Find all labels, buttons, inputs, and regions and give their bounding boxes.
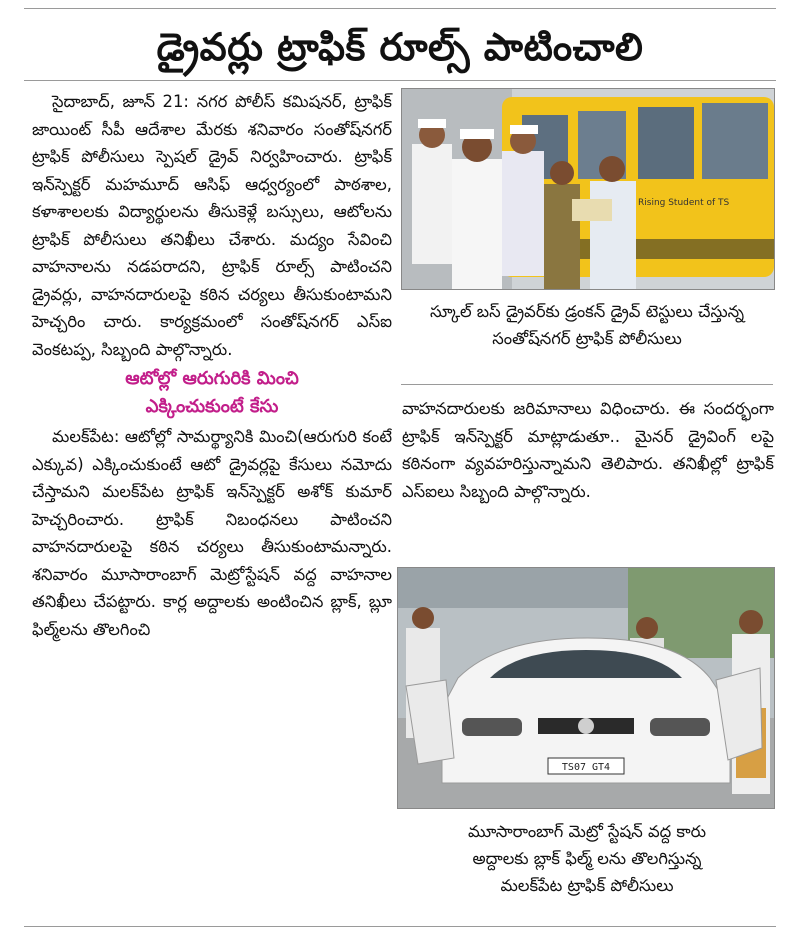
car-inspection-caption-line3: మలక్‌పేట ట్రాఫిక్ పోలీసులు: [500, 876, 674, 895]
story1-dateline: సైదాబాద్, జూన్ 21:: [52, 92, 189, 111]
headline-rule: [24, 80, 776, 81]
car-inspection-caption: [401, 818, 773, 899]
story2-body: ఆటోల్లో సామర్థ్యానికి మించి(ఆరుగురి కంటే ఎక్కువ) ఎక్కించుకుంటే ఆటో డ్రైవర్లపై కేసులు నమోదు చేస్తామని మలక్‌పేట ట్రాఫిక్ ఇన్‌స్పెక్టర్ అశోక్ కుమార్ హెచ్చరించారు. ట్రాఫిక్ నిబంధనలు పాటించని వాహనదారులపై కఠిన చర్యలు తీసుకుంటామన్నారు. శనివారం మూసారాంబాగ్ మెట్రోస్టేషన్ వద్ద వాహనాల తనిఖీలు చేపట్టారు. కార్ల అద్దాలకు అంటించిన బ్లాక్, బ్లూ ఫిల్మ్‌లను తొలగించి: [32, 427, 392, 639]
school-bus-photo: [401, 88, 775, 290]
school-bus-caption-line2: సంతోష్‌నగర్ ట్రాఫిక్ పోలీసులు: [492, 329, 682, 348]
story1-continued: [402, 395, 774, 505]
story2-paragraph: [32, 423, 392, 643]
story1-paragraph: [32, 88, 392, 363]
page-title: డ్రైవర్లు ట్రాఫిక్ రూల్స్ పాటించాలి: [156, 25, 644, 69]
right-column-rule: [401, 384, 773, 385]
car-inspection-photo: [397, 567, 775, 809]
car-inspection-caption-line1: మూసారాంబాగ్ మెట్రో స్టేషన్ వద్ద కారు: [467, 822, 706, 841]
car-inspection-scene-image: [398, 568, 774, 808]
story1-body: నగర పోలీస్ కమిషనర్, ట్రాఫిక్ జాయింట్ సీపీ ఆదేశాల మేరకు శనివారం సంతోష్‌నగర్ ట్రాఫిక్ పోలీసులు స్పెషల్ డ్రైవ్ నిర్వహించారు. ట్రాఫిక్ ఇన్‌స్పెక్టర్ మహమూద్ ఆసిఫ్ ఆధ్వర్యంలో పాఠశాల, కళాశాలలకు విద్యార్థులను తీసుకెళ్లే బస్సులు, ఆటోలను ట్రాఫిక్ పోలీసులు తనిఖీలు చేశారు. మద్యం సేవించి వాహనాలను నడపరాదని, ట్రాఫిక్ రూల్స్ పాటించని డ్రైవర్లు, వాహనదారులపై కఠిన చర్యలు తీసుకుంటామని హెచ్చరిం చారు. కార్యక్రమంలో సంతోష్‌నగర్ ఎస్ఐ వెంకటప్ప, సిబ్బంది పాల్గొన్నారు.: [32, 92, 392, 359]
license-plate: TS07 GT4: [561, 762, 611, 773]
story1-continued-paragraph: వాహనదారులకు జరిమానాలు విధించారు. ఈ సందర్భంగా ట్రాఫిక్ ఇన్‌స్పెక్టర్ మాట్లాడుతూ.. మైనర్ డ్రైవింగ్ లపై కఠినంగా వ్యవహరిస్తున్నామని తెలిపారు. తనిఖీల్లో ట్రాఫిక్ ఎస్ఐలు సిబ్బంది పాల్గొన్నారు.: [402, 399, 774, 501]
story2-subhead-line2: ఎక్కించుకుంటే కేసు: [145, 396, 279, 417]
top-rule: [24, 8, 776, 9]
left-column: [32, 88, 392, 643]
bus-text: Rising Student of TS: [638, 198, 730, 208]
story2-dateline: మలక్‌పేట:: [52, 427, 120, 446]
school-bus-scene-image: [402, 89, 774, 289]
bottom-rule: [24, 926, 776, 927]
story2-subheading: [32, 365, 392, 421]
car-inspection-caption-line2: అద్దాలకు బ్లాక్ ఫిల్మ్ లను తొలగిస్తున్న: [472, 849, 702, 868]
school-bus-caption: [401, 298, 773, 352]
story2-subhead-line1: ఆటోల్లో ఆరుగురికి మించి: [125, 368, 299, 389]
school-bus-caption-line1: స్కూల్ బస్ డ్రైవర్‌కు డ్రంకన్ డ్రైవ్ టెస్టులు చేస్తున్న: [429, 302, 745, 321]
